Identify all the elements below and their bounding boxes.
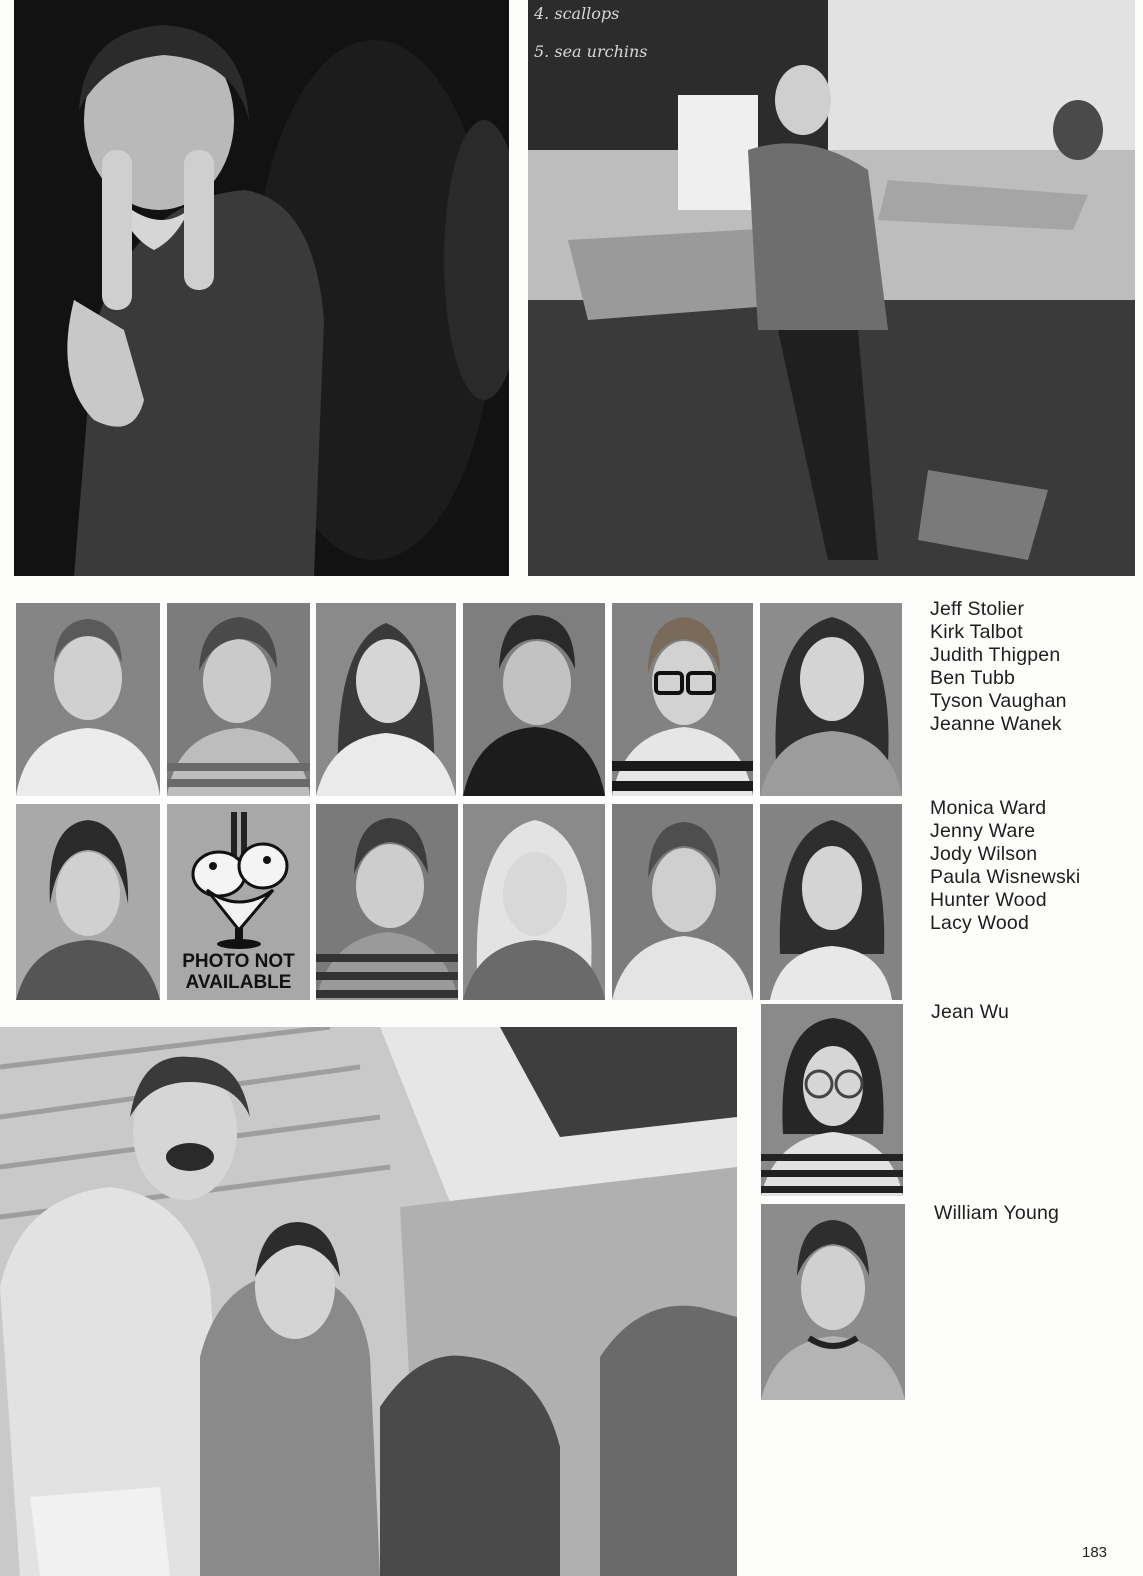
photo-not-available-line2: AVAILABLE bbox=[185, 972, 292, 993]
photo-teachers-laughing-image bbox=[0, 1027, 737, 1576]
portrait-jeanne-wanek bbox=[760, 603, 902, 796]
photo-classroom-boy bbox=[528, 0, 1135, 576]
student-name: Hunter Wood bbox=[930, 889, 1047, 911]
portrait-judith-thigpen bbox=[316, 603, 456, 796]
student-name: Lacy Wood bbox=[930, 912, 1029, 934]
page-number: 183 bbox=[1082, 1544, 1108, 1561]
portrait-monica-ward bbox=[16, 804, 160, 1000]
student-name: Jeff Stolier bbox=[930, 598, 1025, 620]
chalkboard-line-1: 4. scallops bbox=[534, 4, 620, 23]
portrait-photo-not-available bbox=[167, 804, 310, 1000]
student-name: Paula Wisnewski bbox=[930, 866, 1081, 888]
portrait-jean-wu bbox=[761, 1004, 903, 1196]
portrait-jeff-stolier bbox=[16, 603, 160, 796]
student-name: Ben Tubb bbox=[930, 667, 1016, 689]
portrait-ben-tubb bbox=[463, 603, 605, 796]
portrait-william-young bbox=[761, 1204, 905, 1400]
photo-not-available-line1: PHOTO NOT bbox=[182, 951, 295, 972]
student-name: Judith Thigpen bbox=[930, 644, 1061, 666]
name-list-group-1 bbox=[930, 598, 1067, 736]
chalkboard-line-2: 5. sea urchins bbox=[534, 42, 648, 61]
portrait-jody-wilson bbox=[316, 804, 458, 1000]
student-name: Jeanne Wanek bbox=[930, 713, 1062, 735]
student-name: Tyson Vaughan bbox=[930, 690, 1067, 712]
portrait-hunter-wood bbox=[612, 804, 753, 1000]
student-name-jean-wu: Jean Wu bbox=[931, 1001, 1010, 1023]
portrait-tyson-vaughan bbox=[612, 603, 753, 796]
portrait-lacy-wood bbox=[760, 804, 902, 1000]
student-name: Jody Wilson bbox=[930, 843, 1038, 865]
name-list-group-2 bbox=[930, 797, 1080, 935]
student-name-william-young: William Young bbox=[934, 1202, 1060, 1224]
student-name: Kirk Talbot bbox=[930, 621, 1023, 643]
photo-girl-smiling-image bbox=[14, 0, 509, 576]
portrait-paula-wisnewski bbox=[463, 804, 605, 1000]
photo-girl-smiling bbox=[14, 0, 509, 576]
portrait-kirk-talbot bbox=[167, 603, 310, 796]
photo-teachers-laughing bbox=[0, 1027, 737, 1576]
student-name: Jenny Ware bbox=[930, 820, 1036, 842]
student-name: Monica Ward bbox=[930, 797, 1047, 819]
photo-classroom-boy-image bbox=[528, 0, 1135, 576]
